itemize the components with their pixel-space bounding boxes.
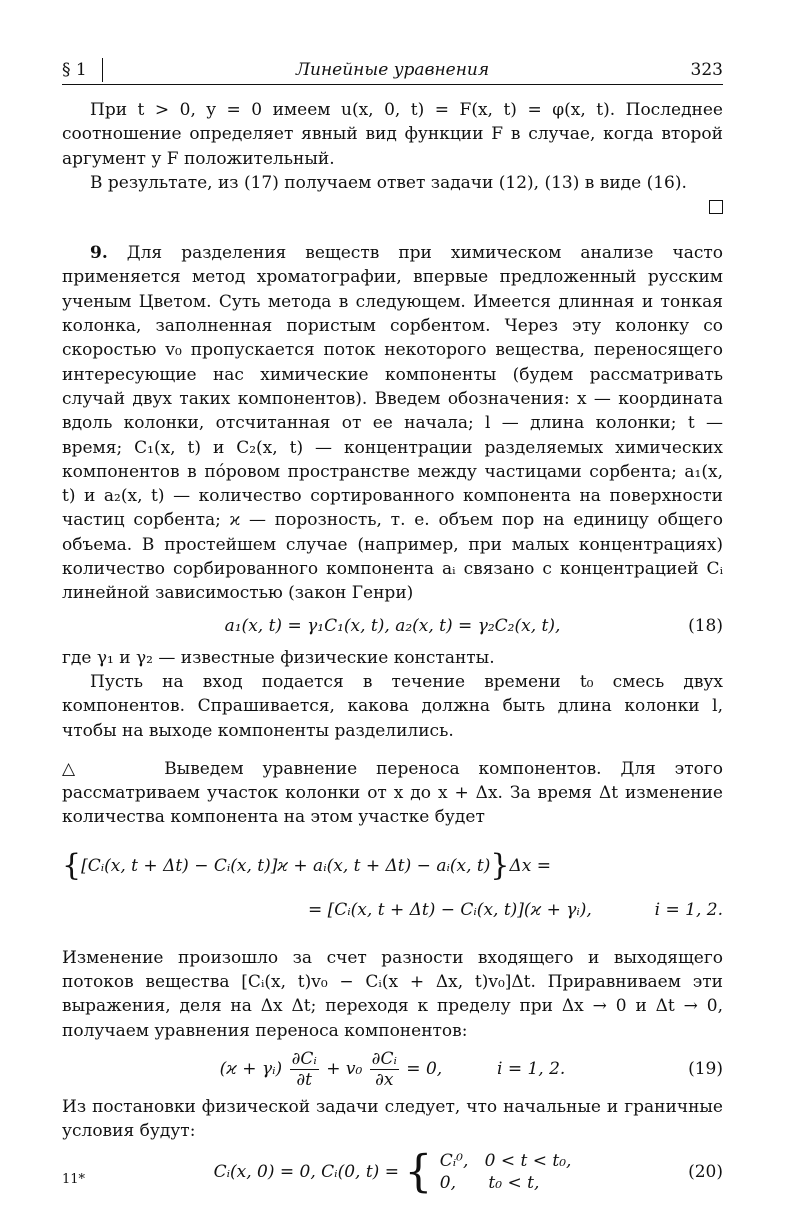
cases-brace-icon: { <box>404 1146 433 1197</box>
equation-19 <box>62 1043 723 1095</box>
problem-number: 9. <box>90 243 108 264</box>
balance-equation-line-1 <box>62 844 723 888</box>
eq20-case1-condition: 0 < t < t₀, <box>484 1151 572 1171</box>
eq20-cases <box>440 1150 572 1194</box>
page-number: 323 <box>690 60 723 80</box>
solution-paragraph <box>62 757 723 830</box>
question-paragraph: Пусть на вход подается в течение времени t₀ смесь двух компонентов. Спрашивается, какова должна быть длина колонки l, чтобы на выходе компоненты разделились. <box>62 671 723 741</box>
balance-line-1-body: [Cᵢ(x, t + Δt) − Cᵢ(x, t)]ϰ + aᵢ(x, t + Δt) − aᵢ(x, t) <box>81 855 491 876</box>
balance-line-2-index: i = 1, 2. <box>654 899 723 920</box>
balance-line-2-body: = [Cᵢ(x, t + Δt) − Cᵢ(x, t)](ϰ + γᵢ), <box>307 899 592 920</box>
eq19-fraction-space <box>370 1049 399 1090</box>
left-brace-icon: { <box>62 847 82 883</box>
equation-19-tag: (19) <box>688 1058 723 1079</box>
intro-paragraph-2: В результате, из (17) получаем ответ задачи (12), (13) в виде (16). <box>90 172 687 193</box>
eq19-frac1-denominator: ∂t <box>296 1069 312 1090</box>
equation-20 <box>62 1144 723 1200</box>
page-body <box>62 98 723 1200</box>
equation-18 <box>62 606 723 646</box>
problem-9-paragraph <box>62 241 723 605</box>
eq19-frac2-numerator: ∂Cᵢ <box>371 1048 397 1069</box>
eq20-case-2 <box>440 1172 572 1194</box>
eq19-frac1-numerator: ∂Cᵢ <box>291 1048 317 1069</box>
end-of-proof-mark <box>62 195 723 219</box>
conditions-paragraph: Из постановки физической задачи следует, что начальные и граничные условия будут: <box>62 1096 723 1142</box>
eq19-index: i = 1, 2. <box>496 1058 566 1079</box>
change-paragraph: Изменение произошло за счет разности входящего и выходящего потоков вещества [Cᵢ(x, t)v₀ − Cᵢ(x + Δx, t)v₀]Δt. Приравниваем эти выражения, деля на Δx Δt; переходя к пределу при Δx → 0 и Δt → 0, получаем уравнения переноса компонентов: <box>62 947 723 1041</box>
eq19-frac2-denominator: ∂x <box>375 1069 394 1090</box>
right-brace-icon: } <box>490 847 510 883</box>
eq20-case2-condition: t₀ < t, <box>488 1173 540 1193</box>
gamma-definition: где γ₁ и γ₂ — известные физические константы. <box>62 647 495 668</box>
equation-18-body: a₁(x, t) = γ₁C₁(x, t), a₂(x, t) = γ₂C₂(x, t), <box>224 615 561 636</box>
problem-text: Для разделения веществ при химическом анализе часто применяется метод хроматографии, впервые предложенный русским ученым Цветом. Суть метода в следующем. Имеется длинная и тонкая колонка, заполненная пористым сорбентом. Через эту колонку со скоростью v₀ пропускается поток некоторого вещества, переносящего интересующие нас химические компоненты (будем рассматривать случай двух таких компонентов). Введем обозначения: x — координата вдоль колонки, отсчитанная от ее начала; l — длина колонки; t — время; C₁(x, t) и C₂(x, t) — концентрации разделяемых химических компонентов в пóровом пространстве между частицами сорбента; a₁(x, t) и a₂(x, t) — количество сортированного компонента на поверхности частиц сорбента; ϰ — порозность, т. е. объем пор на единицу общего объема. В простейшем случае (например, при малых концентрациях) количество сорбированного компонента aᵢ связано с концентрацией Cᵢ линейной зависимостью (закон Генри) <box>62 243 723 604</box>
section-mark: § 1 <box>62 60 87 80</box>
running-header <box>62 58 723 85</box>
eq20-case-1 <box>440 1150 572 1172</box>
balance-line-1-tail: Δx = <box>509 855 551 876</box>
signature-mark: 11* <box>62 1172 86 1187</box>
equation-18-tag: (18) <box>688 615 723 636</box>
eq19-right: = 0, <box>406 1058 443 1079</box>
qed-square-icon <box>709 200 723 214</box>
eq20-case2-value: 0, <box>439 1173 456 1193</box>
intro-paragraph-1: При t > 0, y = 0 имеем u(x, 0, t) = F(x, t) = φ(x, t). Последнее соотношение определяет явный вид функции F в случае, когда второй аргумент у F положительный. <box>62 100 723 169</box>
balance-equation-line-2 <box>62 888 723 932</box>
triangle-icon: △ <box>62 758 89 779</box>
solution-text: Выведем уравнение переноса компонентов. Для этого рассматриваем участок колонки от x до x + Δx. За время Δt изменение количества компонента на этом участке будет <box>62 758 723 828</box>
eq20-case1-value: Cᵢ⁰, <box>439 1151 469 1171</box>
equation-20-tag: (20) <box>688 1161 723 1182</box>
eq19-fraction-time <box>290 1049 319 1090</box>
eq19-mid: + v₀ <box>326 1058 363 1079</box>
chapter-title: Линейные уравнения <box>295 60 490 80</box>
eq20-left: Cᵢ(x, 0) = 0, Cᵢ(0, t) = <box>213 1161 399 1182</box>
eq19-left: (ϰ + γᵢ) <box>219 1058 283 1079</box>
